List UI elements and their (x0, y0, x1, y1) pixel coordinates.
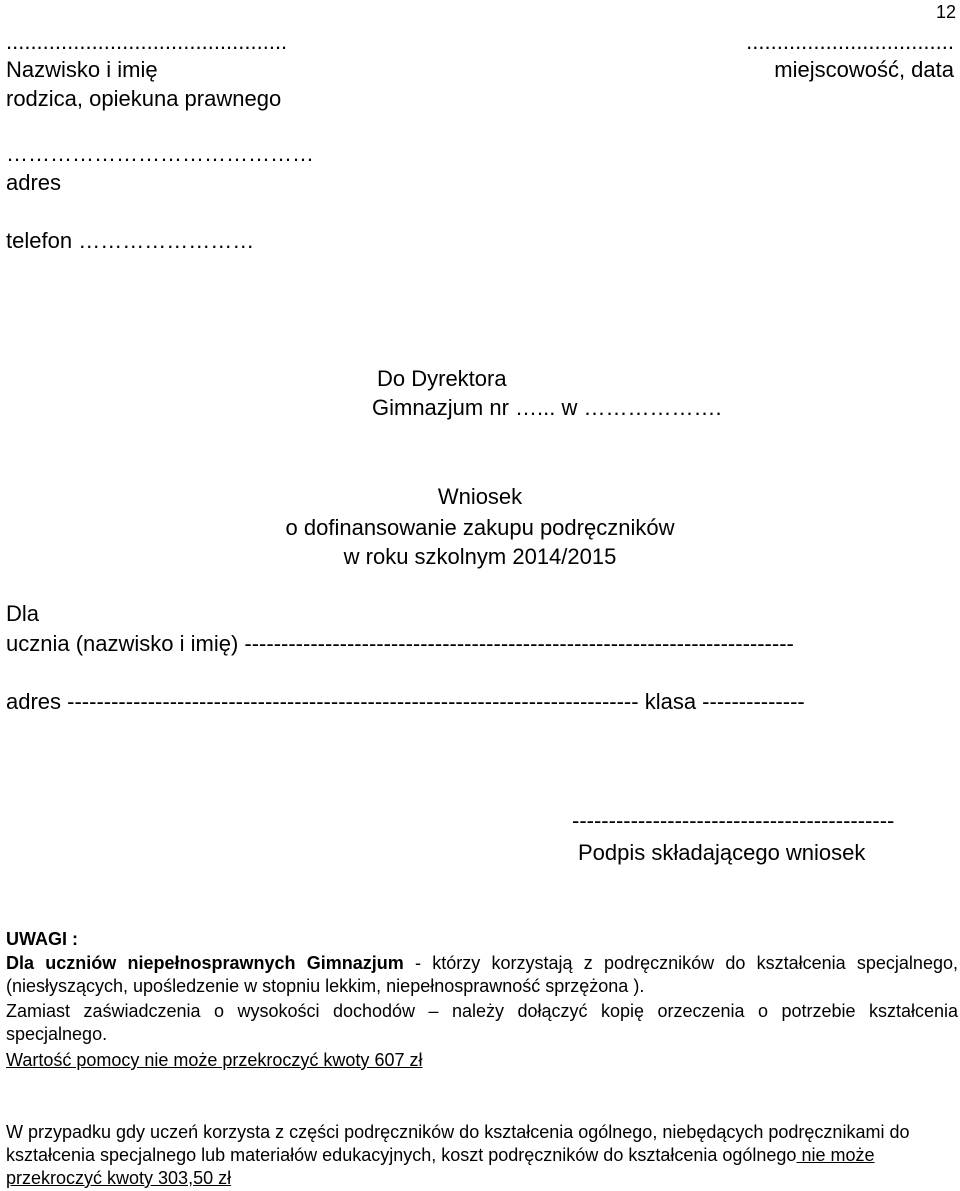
note-paragraph-3 (6, 1121, 958, 1190)
note-3-text: W przypadku gdy uczeń korzysta z części podręczników do kształcenia ogólnego, niebędących podręcznikami do kształcenia specjalnego lub materiałów edukacyjnych, koszt podręczników do kształcenia ogólnego (6, 1122, 910, 1165)
page-number: 12 (935, 2, 956, 22)
phone-line (6, 230, 254, 252)
signature-line: -------------------------------------------- (572, 808, 895, 833)
phone-dots: …………………… (78, 228, 255, 253)
notes-heading: UWAGI : (6, 929, 78, 949)
form-dla: Dla (6, 601, 40, 626)
address-dots: …………………………………… (6, 141, 314, 166)
addressee-line-1: Do Dyrektora (377, 366, 507, 391)
parent-name-label: Nazwisko i imię (6, 57, 158, 82)
title-line-3: w roku szkolnym 2014/2015 (343, 544, 617, 569)
note-paragraph-1 (6, 952, 958, 998)
title-line-1: Wniosek (437, 484, 523, 509)
parent-name-dots: .............................................. (6, 29, 288, 54)
student-address-class-line: adres ------------------------------------------------------------------------------ klasa -------------- (6, 689, 805, 714)
note-1-bold: Dla uczniów niepełnosprawnych Gimnazjum (6, 953, 404, 973)
parent-name-label-2: rodzica, opiekuna prawnego (6, 86, 282, 111)
signature-label: Podpis składającego wniosek (578, 840, 866, 865)
note-1-rest: - którzy korzystają z podręczników do kształcenia specjalnego, (niesłyszących, upośledzenie w stopniu lekkim, niepełnosprawność sprzężona ). (6, 953, 958, 996)
note-3-underlined: nie może przekroczyć kwoty 303,50 zł (6, 1145, 875, 1188)
aid-limit: Wartość pomocy nie może przekroczyć kwoty 607 zł (6, 1050, 423, 1070)
phone-label: telefon (6, 228, 73, 253)
note-paragraph-2: Zamiast zaświadczenia o wysokości dochodów – należy dołączyć kopię orzeczenia o potrzebie kształcenia specjalnego. (6, 1001, 958, 1044)
address-label: adres (6, 170, 62, 195)
place-date-dots: .................................. (746, 29, 954, 54)
addressee-line-2: Gimnazjum nr …... w ………………. (372, 395, 722, 420)
title-line-2: o dofinansowanie zakupu podręczników (285, 515, 675, 540)
student-name-line: ucznia (nazwisko i imię) --------------------------------------------------------------------------- (6, 631, 794, 656)
place-date-label: miejscowość, data (774, 57, 954, 82)
